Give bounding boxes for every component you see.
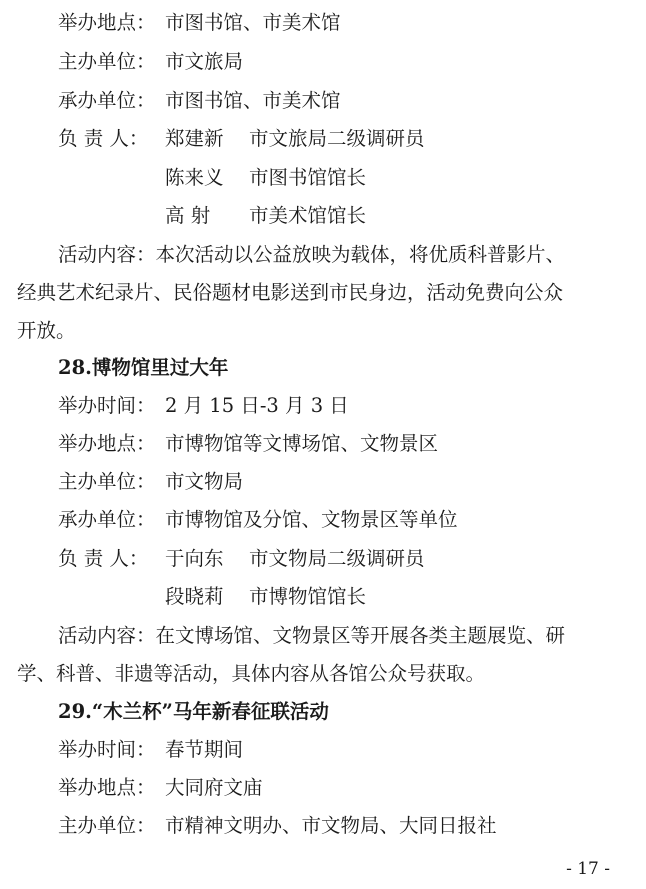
content-text: 开放。: [17, 319, 76, 342]
field-value: 市博物馆等文博场馆、文物景区: [165, 432, 439, 455]
field-label: 负 责 人：: [58, 127, 149, 150]
field-label: 活动内容：: [58, 624, 156, 647]
field-label: 活动内容：: [58, 243, 156, 266]
content-line-28-2: [0, 661, 646, 687]
time-line-28: [0, 393, 646, 419]
field-value: 2 月 15 日-3 月 3 日: [165, 394, 349, 417]
person-title: 市博物馆馆长: [249, 585, 367, 608]
section-heading-29: 29.“木兰杯”马年新春征联活动: [58, 700, 329, 723]
content-line-27-3: [0, 318, 646, 344]
field-value: 市文旅局: [165, 50, 244, 73]
venue-line-27: [0, 10, 646, 36]
field-label: 主办单位：: [58, 50, 156, 73]
page-number: - 17 -: [566, 859, 610, 879]
field-value: 市图书馆、市美术馆: [165, 89, 341, 112]
field-label: 举办地点：: [58, 432, 156, 455]
field-label: 负 责 人：: [58, 547, 149, 570]
field-label: 主办单位：: [58, 814, 156, 837]
content-line-27-1: [0, 242, 646, 268]
responsible-line-27-3: [0, 203, 646, 229]
time-line-29: [0, 737, 646, 763]
person-name: 陈来义: [165, 166, 224, 189]
responsible-line-27-2: [0, 165, 646, 191]
venue-line-28: [0, 431, 646, 457]
host-line-27: [0, 49, 646, 75]
person-title: 市美术馆馆长: [249, 204, 367, 227]
field-label: 举办时间：: [58, 738, 156, 761]
field-value: 大同府文庙: [165, 776, 263, 799]
field-label: 举办地点：: [58, 776, 156, 799]
section-heading-28: 28.博物馆里过大年: [58, 356, 229, 379]
field-label: 承办单位：: [58, 89, 156, 112]
responsible-line-27-1: [0, 126, 646, 152]
field-label: 主办单位：: [58, 470, 156, 493]
content-text: 经典艺术纪录片、民俗题材电影送到市民身边，活动免费向公众: [17, 281, 564, 304]
field-value: 市精神文明办、市文物局、大同日报社: [165, 814, 497, 837]
person-title: 市文物局二级调研员: [249, 547, 425, 570]
field-label: 举办时间：: [58, 394, 156, 417]
person-name: 段晓莉: [165, 585, 224, 608]
field-value: 市博物馆及分馆、文物景区等单位: [165, 508, 458, 531]
person-title: 市文旅局二级调研员: [249, 127, 425, 150]
organizer-line-28: [0, 507, 646, 533]
host-line-29: [0, 813, 646, 839]
field-value: 春节期间: [165, 738, 244, 761]
field-label: 承办单位：: [58, 508, 156, 531]
responsible-line-28-1: [0, 546, 646, 572]
field-value: 市文物局: [165, 470, 244, 493]
person-title: 市图书馆馆长: [249, 166, 367, 189]
content-line-28-1: [0, 623, 646, 649]
content-line-27-2: [0, 280, 646, 306]
host-line-28: [0, 469, 646, 495]
organizer-line-27: [0, 88, 646, 114]
venue-line-29: [0, 775, 646, 801]
content-text: 在文博场馆、文物景区等开展各类主题展览、研: [155, 624, 566, 647]
field-value: 市图书馆、市美术馆: [165, 11, 341, 34]
content-text: 学、科普、非遗等活动，具体内容从各馆公众号获取。: [17, 662, 486, 685]
responsible-line-28-2: [0, 584, 646, 610]
person-name: 郑建新: [165, 127, 224, 150]
field-label: 举办地点：: [58, 11, 156, 34]
person-name: 高 射: [165, 204, 211, 227]
content-text: 本次活动以公益放映为载体，将优质科普影片、: [155, 243, 566, 266]
person-name: 于向东: [165, 547, 224, 570]
